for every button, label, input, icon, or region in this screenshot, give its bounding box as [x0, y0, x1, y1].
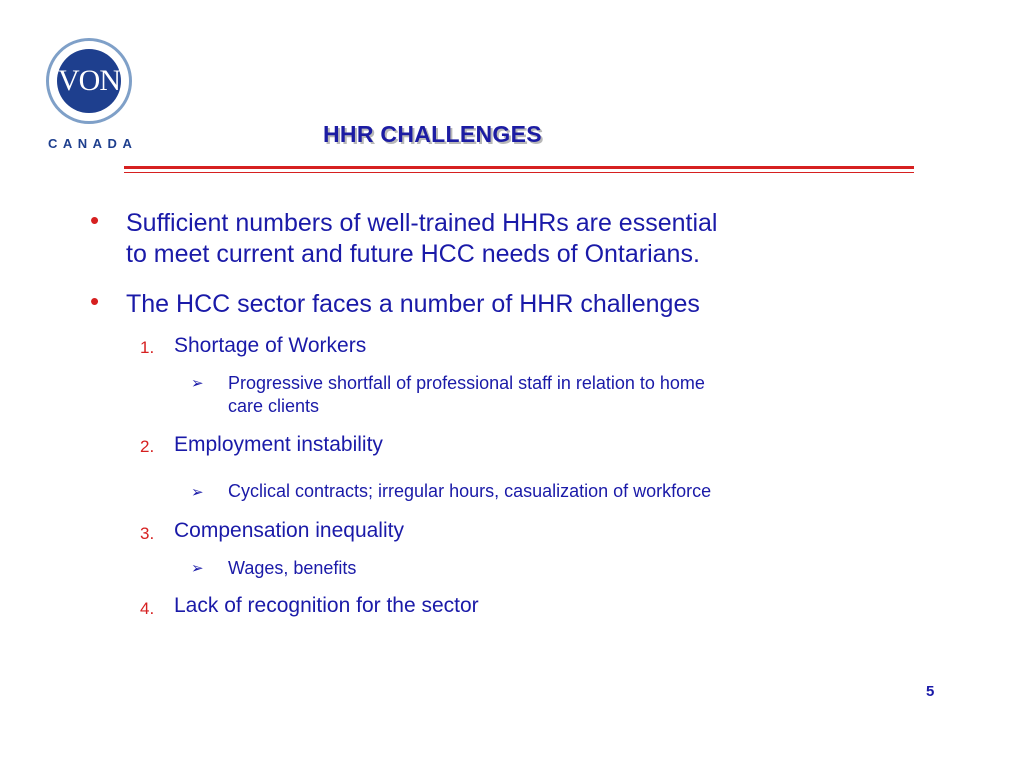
slide-title: HHR CHALLENGES — [323, 121, 542, 147]
bullet-text: The HCC sector faces a number of HHR challenges — [126, 290, 700, 318]
challenge-detail-text: care clients — [228, 396, 320, 416]
arrow-bullet-icon: ➢ — [191, 375, 204, 392]
challenge-number: 2. — [140, 437, 155, 456]
arrow-bullet-icon: ➢ — [191, 560, 204, 577]
bullet-item — [126, 208, 717, 270]
challenge-number: 1. — [140, 338, 155, 357]
challenge-detail — [228, 372, 705, 418]
bullet-text: to meet current and future HCC needs of Ontarians. — [126, 240, 700, 268]
logo-subtitle: CANADA — [48, 136, 138, 151]
bullet-item — [126, 289, 700, 320]
challenge-number: 3. — [140, 524, 155, 543]
challenge-label: Shortage of Workers — [174, 334, 367, 357]
bullet-text: Sufficient numbers of well-trained HHRs are essential — [126, 209, 718, 237]
challenge-label: Compensation inequality — [174, 519, 404, 542]
logo-mark: VON — [58, 64, 120, 97]
challenge-detail-text: Wages, benefits — [228, 558, 357, 578]
arrow-bullet-icon: ➢ — [191, 484, 204, 501]
challenge-label: Employment instability — [174, 433, 383, 456]
challenge-number: 4. — [140, 599, 155, 618]
bullet-dot: • — [90, 205, 100, 235]
challenge-label: Lack of recognition for the sector — [174, 594, 479, 617]
bullet-dot: • — [90, 286, 100, 316]
challenge-detail-text: Cyclical contracts; irregular hours, casualization of workforce — [228, 481, 712, 501]
challenge-detail-text: Progressive shortfall of professional staff in relation to home — [228, 373, 705, 393]
page-number: 5 — [926, 683, 935, 700]
